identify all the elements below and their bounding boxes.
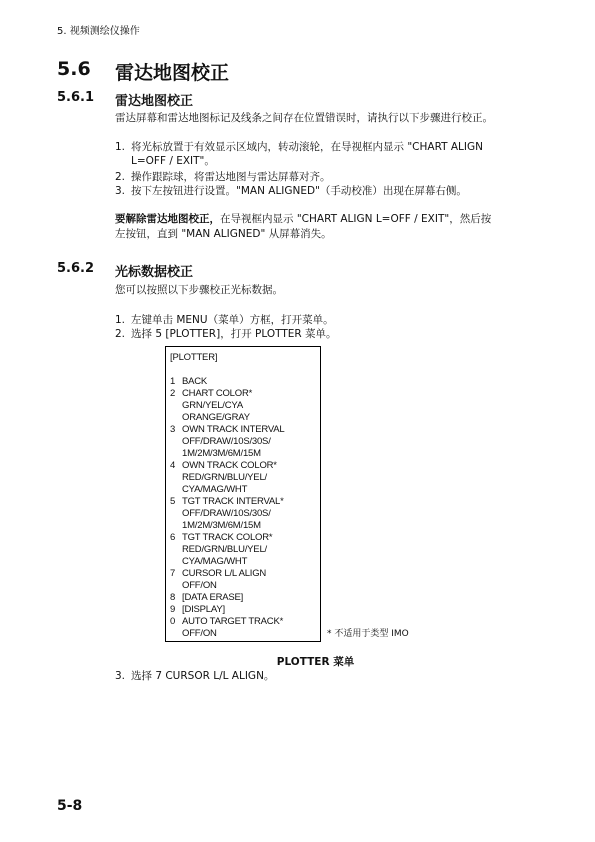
remove-align-paragraph [115, 212, 525, 242]
subsection-title: 光标数据校正 [115, 265, 194, 280]
list-item [115, 669, 525, 683]
list-item [115, 170, 525, 184]
menu-item-number [170, 520, 182, 532]
page-number: 5-8 [57, 798, 83, 814]
menu-item-number: 9 [170, 604, 176, 615]
menu-item-text: OFF/ON [182, 580, 217, 591]
menu-item [170, 604, 285, 616]
list-item [115, 184, 525, 198]
remove-align-lead: 要解除雷达地图校正， [115, 213, 220, 225]
menu-item-number [170, 400, 182, 412]
menu-item-options [170, 628, 285, 640]
menu-item-number: 7 [170, 568, 176, 579]
menu-item-number: 4 [170, 460, 176, 471]
list-item [115, 140, 525, 168]
step-text: 左键单击 MENU（菜单）方框，打开菜单。 [131, 314, 334, 326]
menu-footnote: * 不适用于类型 IMO [327, 629, 409, 639]
menu-item-number: 0 [170, 616, 176, 627]
menu-item-options [170, 448, 285, 460]
menu-item-text: RED/GRN/BLU/YEL/ [182, 472, 267, 483]
menu-item-text: OFF/DRAW/10S/30S/ [182, 508, 271, 519]
menu-item-text: CYA/MAG/WHT [182, 484, 248, 495]
menu-item-options [170, 508, 285, 520]
section-number: 5.6 [57, 58, 91, 80]
step-number: 2. [115, 171, 126, 183]
step-number: 3. [115, 185, 126, 197]
menu-item-number [170, 580, 182, 592]
menu-item-text: OFF/ON [182, 628, 217, 639]
section-title: 雷达地图校正 [115, 62, 230, 84]
menu-item-number [170, 448, 182, 460]
menu-item-text: CYA/MAG/WHT [182, 556, 248, 567]
step-text: 选择 7 CURSOR L/L ALIGN。 [131, 670, 275, 682]
menu-item-options [170, 412, 285, 424]
running-head: 5. 视频测绘仪操作 [57, 26, 140, 37]
menu-item-number: 2 [170, 388, 176, 399]
menu-item-text: OFF/DRAW/10S/30S/ [182, 436, 271, 447]
menu-item-list [170, 376, 285, 640]
menu-item-text: OWN TRACK INTERVAL [182, 424, 285, 435]
menu-item-text: BACK [182, 376, 208, 387]
list-item [115, 313, 525, 327]
menu-item-number [170, 628, 182, 640]
menu-item-options [170, 580, 285, 592]
intro-paragraph: 您可以按照以下步骤校正光标数据。 [115, 284, 283, 296]
menu-item-text: GRN/YEL/CYA [182, 400, 243, 411]
menu-item-options [170, 472, 285, 484]
menu-item [170, 424, 285, 436]
menu-item [170, 616, 285, 628]
menu-item [170, 460, 285, 472]
menu-item-text: 1M/2M/3M/6M/15M [182, 520, 261, 531]
menu-item-text: AUTO TARGET TRACK* [182, 616, 284, 627]
subsection-number: 5.6.2 [57, 261, 95, 276]
menu-item-options [170, 484, 285, 496]
list-item [115, 327, 525, 341]
menu-item [170, 388, 285, 400]
plotter-menu [170, 352, 285, 640]
step-number: 2. [115, 328, 126, 340]
menu-item-text: [DISPLAY] [182, 604, 225, 615]
subsection-number: 5.6.1 [57, 90, 95, 105]
menu-item-number [170, 412, 182, 424]
menu-item-text: TGT TRACK COLOR* [182, 532, 273, 543]
menu-item-text: [DATA ERASE] [182, 592, 244, 603]
step-number: 1. [115, 141, 126, 153]
menu-item [170, 376, 285, 388]
intro-paragraph: 雷达屏幕和雷达地图标记及线条之间存在位置错误时，请执行以下步骤进行校正。 [115, 112, 493, 124]
menu-item-text: CHART COLOR* [182, 388, 253, 399]
remove-align-text-continued: 左按钮，直到 "MAN ALIGNED" 从屏幕消失。 [115, 228, 332, 240]
menu-item-number: 1 [170, 376, 176, 387]
step-number: 3. [115, 670, 126, 682]
menu-item-text: ORANGE/GRAY [182, 412, 250, 423]
subsection-title: 雷达地图校正 [115, 94, 194, 109]
menu-item-number [170, 544, 182, 556]
menu-item-number [170, 472, 182, 484]
remove-align-text: 在导视框内显示 "CHART ALIGN L=OFF / EXIT"，然后按 [220, 213, 492, 225]
menu-item-text: TGT TRACK INTERVAL* [182, 496, 284, 507]
menu-item [170, 496, 285, 508]
menu-item-number [170, 556, 182, 568]
menu-item-number [170, 484, 182, 496]
step-text: 操作跟踪球，将雷达地图与雷达屏幕对齐。 [131, 171, 331, 183]
menu-item-number [170, 436, 182, 448]
menu-item-options [170, 436, 285, 448]
menu-item-text: CURSOR L/L ALIGN [182, 568, 267, 579]
step-text: 选择 5 [PLOTTER]，打开 PLOTTER 菜单。 [131, 328, 337, 340]
menu-item-text: RED/GRN/BLU/YEL/ [182, 544, 267, 555]
menu-title: [PLOTTER] [170, 352, 218, 363]
menu-item [170, 532, 285, 544]
menu-item-number: 8 [170, 592, 176, 603]
step-text: 将光标放置于有效显示区域内，转动滚轮，在导视框内显示 "CHART ALIGN [131, 141, 483, 153]
menu-item [170, 592, 285, 604]
menu-item-text: OWN TRACK COLOR* [182, 460, 277, 471]
menu-item-options [170, 400, 285, 412]
menu-item-options [170, 520, 285, 532]
menu-item-text: 1M/2M/3M/6M/15M [182, 448, 261, 459]
step-text-continued: L=OFF / EXIT"。 [131, 155, 215, 167]
menu-item-number: 3 [170, 424, 176, 435]
menu-item-number [170, 508, 182, 520]
menu-item [170, 568, 285, 580]
step-text: 按下左按钮进行设置。"MAN ALIGNED"（手动校准）出现在屏幕右侧。 [131, 185, 467, 197]
step-number: 1. [115, 314, 126, 326]
menu-item-options [170, 544, 285, 556]
menu-item-options [170, 556, 285, 568]
menu-item-number: 5 [170, 496, 176, 507]
menu-item-number: 6 [170, 532, 176, 543]
figure-caption: PLOTTER 菜单 [276, 656, 355, 668]
